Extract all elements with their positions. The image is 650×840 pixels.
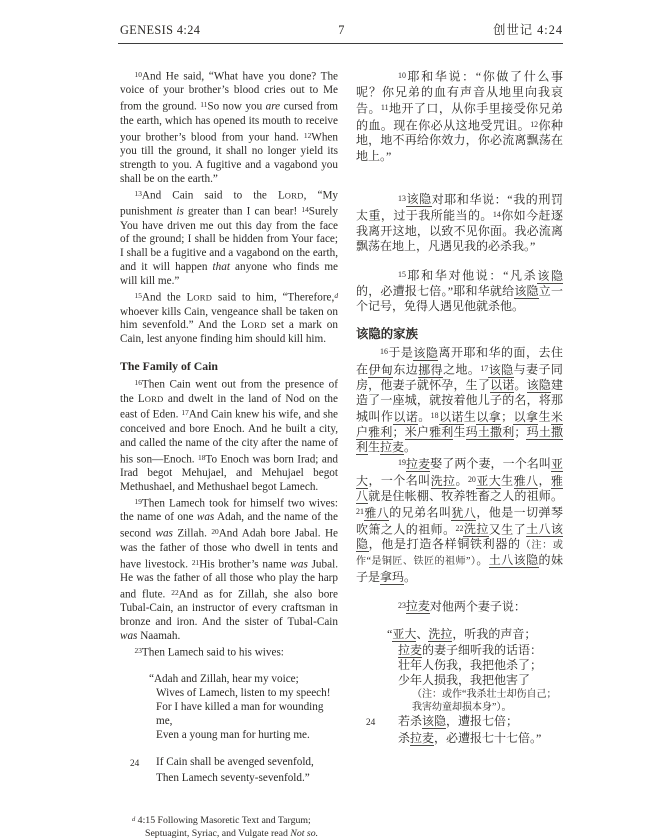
bible-paragraph: [120, 644, 338, 660]
proper-name: 土八该隐: [488, 553, 539, 568]
bible-paragraph: [120, 289, 338, 347]
divine-name: ORD: [284, 190, 304, 201]
text-run: And the L: [141, 291, 194, 304]
text-run: ，遭报七倍；: [446, 713, 519, 728]
proper-name: 该隐: [413, 346, 439, 361]
text-run: 又生了: [488, 522, 527, 537]
text-run: 对耶和华说：“我的刑罚太重，过于我所能当的。: [356, 192, 563, 224]
poetry-text: [398, 731, 563, 746]
bible-paragraph: [120, 376, 338, 495]
text-run: ；: [514, 424, 527, 439]
text-run: His brother’s name: [199, 558, 291, 570]
proper-name: 以诺: [438, 409, 464, 424]
verse-number: 12: [530, 119, 539, 129]
text-run: When you till the ground, it shall no longer yield its strength to you. A fugitive and a vagabond you shall be on the earth.”: [120, 131, 338, 185]
text-run: set a mark on Cain, lest anyone finding him should kill him.: [120, 319, 338, 346]
proper-name: 该隐: [405, 192, 432, 207]
running-head-left: GENESIS 4:24: [120, 23, 201, 37]
section-heading: 该隐的家族: [356, 327, 418, 342]
verse-number: 14: [492, 210, 501, 220]
text-run: 耶和华对他说：“凡杀: [405, 269, 538, 284]
proper-name: 该隐: [514, 284, 539, 299]
english-column: [120, 68, 338, 840]
text-run: are: [265, 100, 281, 113]
poetry-text: [156, 772, 338, 786]
bible-paragraph: [356, 455, 563, 585]
verse-number: 12: [303, 130, 312, 140]
text-run: And Adah bore Jabal. He was the father of those who dwell in tents and have livestock.: [120, 527, 338, 570]
text-run: ；: [392, 424, 405, 439]
proper-name: 玛土撒利: [356, 424, 563, 455]
text-run: greater than I can bear!: [183, 205, 302, 218]
bible-paragraph: [356, 598, 563, 615]
proper-name: 亚大: [392, 627, 417, 642]
verse-number-margin: [130, 701, 156, 729]
poetry-line: [130, 729, 338, 743]
text-run: Surely You have driven me out this day from the face of the ground; I shall be hidden from Your face; I shall be a fugitive and a vagabond on the earth, and it will happen: [120, 205, 338, 274]
verse-number: 20: [467, 474, 476, 484]
verse-number: 14: [301, 205, 309, 215]
text-run: ；: [501, 409, 514, 424]
text-run: “: [387, 627, 393, 642]
proper-name: 以诺: [490, 378, 515, 392]
poetry-line: [366, 673, 563, 688]
text-run: And as for Zillah, she also bore Tubal-Cain, an instructor of every craftsman in bronze and iron. And the sister of Tubal-Cain: [120, 588, 339, 629]
poetry-line: [130, 673, 338, 687]
text-run: Not so.: [290, 827, 319, 839]
proper-name: 米户雅利: [404, 424, 454, 439]
verse-number: 15: [398, 270, 406, 280]
proper-name: 雅八: [513, 473, 539, 488]
text-run: 之地。: [443, 362, 481, 377]
footnote-marker: d: [132, 815, 136, 823]
proper-name: 拉麦: [405, 599, 430, 614]
chinese-column: [356, 68, 563, 840]
proper-name: 米户雅利: [356, 409, 563, 439]
verse-number-margin: [130, 772, 156, 786]
verse-number: 18: [430, 411, 439, 421]
text-run: 的妻子细听我的话语：: [422, 642, 543, 657]
proper-name: 洗拉: [430, 473, 456, 488]
verse-number: 22: [171, 587, 179, 597]
page-header: [0, 20, 650, 38]
verse-number-margin: [366, 658, 398, 673]
text-run: 娶了两个妻，一个名叫: [430, 456, 551, 471]
verse-number: 15: [134, 291, 142, 301]
verse-number: 19: [398, 458, 406, 468]
text-run: 、: [416, 627, 429, 642]
text-run: 的妹子是: [356, 553, 563, 584]
text-run: was: [290, 558, 308, 570]
page-number: 7: [338, 23, 345, 37]
text-run: ，: [538, 473, 551, 488]
bible-paragraph: [120, 187, 338, 289]
proper-name: 以诺: [393, 409, 419, 424]
text-run: , “My punishment: [120, 189, 338, 218]
text-run: 你如今赶逐我离开这地，以致不见你面。我必流离飘荡在地上，凡遇见我的必杀我。”: [356, 209, 563, 254]
poetry-line: [130, 772, 338, 786]
proper-name: 伊甸: [368, 362, 394, 377]
text-run: If Cain shall be avenged sevenfold,: [156, 755, 314, 768]
text-run: that: [212, 261, 230, 274]
proper-name: 洗拉: [428, 627, 453, 642]
verse-number-margin: 24: [130, 758, 140, 769]
verse-number: 17: [181, 408, 189, 418]
text-run: To Enoch was born Irad; and Irad begot Mehujael, and Mehujael begot Methushael, and Methushael begot Lamech.: [120, 453, 339, 493]
text-run: 你种地，地不再给你效力，你必流离飘荡在地上。”: [356, 118, 563, 163]
proper-name: 洗拉: [463, 522, 489, 537]
verse-number: 17: [480, 364, 489, 374]
poetry-block: [366, 627, 563, 746]
text-run: 生: [538, 409, 551, 424]
text-run: 。: [418, 409, 431, 424]
text-run: Then Lamech took for himself two wives: the name of one: [120, 497, 338, 524]
proper-name: 以拿: [513, 409, 539, 424]
proper-name: 亚大: [475, 473, 502, 488]
bible-paragraph: [356, 344, 563, 455]
poetry-line: [366, 714, 563, 731]
verse-number: 11: [380, 102, 389, 112]
verse-number-margin: [366, 643, 398, 658]
text-run: Then Lamech said to his wives:: [141, 646, 284, 659]
text-run: 少年人损我，我把他害了: [398, 672, 531, 687]
text-run: 。: [404, 569, 417, 584]
text-run: Zillah.: [172, 527, 212, 540]
text-run: 生: [463, 409, 477, 424]
text-run: 若杀: [398, 713, 423, 728]
verse-number-margin: [130, 729, 156, 743]
verse-number-margin: [366, 688, 398, 714]
text-run: Then Cain went out from the presence of the L: [120, 378, 338, 405]
proper-name: 该隐: [488, 362, 514, 377]
verse-number: 18: [198, 452, 206, 462]
verse-number: 11: [200, 100, 208, 110]
poetry-text: [156, 687, 338, 701]
proper-name: 拉麦: [380, 440, 405, 455]
verse-number-margin: [366, 673, 398, 688]
text-run: 立一个记号，免得人遇见他就杀他。: [356, 284, 563, 314]
text-run: Even a young man for hurting me.: [156, 728, 310, 741]
poetry-line: [366, 627, 563, 642]
text-run: ，听我的声音；: [452, 627, 537, 642]
poetry-text: [398, 643, 563, 658]
text-run: 。: [455, 473, 468, 488]
text-run: 的，必遭报七倍。”耶和华就给: [356, 284, 515, 299]
text-run: was: [196, 511, 215, 524]
header-rule: [118, 43, 563, 44]
verse-number: 10: [134, 70, 142, 79]
text-run: said to him, “Therefore,: [212, 291, 335, 304]
text-run: was: [155, 527, 173, 540]
text-run: anyone who finds me will kill me.”: [120, 261, 338, 288]
text-run: Jubal. He was the father of all those who play the harp and flute.: [120, 558, 338, 601]
poetry-line: [366, 658, 563, 673]
verse-number-margin: 24: [366, 717, 376, 728]
proper-name: 拿玛: [380, 569, 405, 584]
text-run: 壮年人伤我，我把他杀了；: [398, 657, 543, 672]
text-run: ，他是一切弹琴吹箫之人的祖师。: [356, 505, 563, 537]
proper-name: 土八该隐: [356, 522, 563, 552]
verse-number: 19: [134, 496, 142, 506]
bible-paragraph: [356, 267, 563, 314]
inline-note: （注：或作“是铜匠、铁匠的祖师”）: [356, 540, 563, 568]
verse-number: 13: [398, 193, 406, 203]
proper-name: 拉麦: [405, 456, 431, 471]
text-run: 东边: [393, 362, 419, 377]
poetry-block: [130, 673, 338, 785]
text-run: 生: [501, 473, 514, 488]
text-run: ，他是打造各样铜铁利器的: [368, 537, 521, 552]
proper-name: 拉麦: [398, 642, 423, 657]
text-run: （注：或作“我杀壮士却伤自己；我害幼童却损本身”）。: [412, 688, 557, 713]
proper-name: 雅八: [363, 505, 390, 520]
verse-number-margin: [366, 731, 398, 746]
text-run: 的兄弟名叫: [389, 505, 452, 520]
poetry-line: [366, 731, 563, 746]
running-head-right: 创世记 4:24: [493, 23, 563, 37]
text-run: 建造了一座城，就按着他儿子的名，将那城叫作: [356, 378, 563, 424]
text-run: 离开耶和华的面，去住在: [356, 346, 563, 377]
text-run: 就是住帐棚、牧养牲畜之人的祖师。: [368, 488, 563, 503]
verse-number-margin: [130, 687, 156, 701]
poetry-text: [398, 714, 563, 731]
text-run: Then Lamech seventy-sevenfold.”: [156, 771, 310, 784]
text-run: And Cain said to the L: [141, 189, 285, 202]
text-run: 。: [404, 440, 417, 455]
poetry-text: [398, 673, 563, 688]
footnote-marker: d: [334, 291, 338, 301]
divine-name: ORD: [193, 292, 213, 303]
verse-number: 22: [455, 523, 464, 533]
text-run: 对他两个妻子说：: [429, 599, 526, 614]
text-run: and dwelt in the land of Nod on the east of Eden.: [120, 392, 338, 421]
proper-name: 该隐: [422, 713, 447, 728]
text-run: 地开了口，从你手里接受你兄弟的血。现在你必从这地受咒诅。: [356, 101, 563, 133]
poetry-text: [156, 701, 338, 729]
text-run: was: [120, 630, 138, 643]
text-run: 。: [514, 378, 527, 392]
verse-number: 13: [134, 188, 142, 198]
text-run: 耶和华说：“你做了什么事呢？你兄弟的血有声音从地里向我哀告。: [356, 69, 563, 116]
poetry-text: [387, 627, 563, 642]
verse-number: 16: [380, 347, 388, 357]
poetry-text: [398, 658, 563, 673]
text-run: whoever kills Cain, vengeance shall be taken on him sevenfold.” And the L: [120, 305, 338, 332]
text-run: 与妻子同房，他妻子就怀孕，生了: [356, 362, 563, 392]
proper-name: 以拿: [476, 409, 502, 424]
bible-paragraph: [356, 191, 563, 255]
proper-name: 犹八: [451, 505, 477, 520]
proper-name: 亚大: [356, 456, 563, 488]
poetry-text: [156, 756, 338, 772]
text-run: 4:15 Following Masoretic Text and Targum; Septuagint, Syriac, and Vulgate read: [135, 814, 311, 839]
text-run: So now you: [207, 100, 266, 113]
poetry-line: [130, 756, 338, 772]
verse-number: 21: [191, 557, 200, 567]
verse-number: 21: [356, 506, 364, 516]
proper-name: 该隐: [537, 269, 563, 284]
verse-number: 23: [134, 645, 142, 655]
text-run: Wives of Lamech, listen to my speech!: [156, 687, 331, 700]
text-run: ，必遭报七十七倍。”: [434, 730, 542, 745]
bible-paragraph: [120, 495, 338, 644]
proper-name: 该隐: [526, 378, 551, 392]
divine-name: ORD: [247, 320, 267, 331]
text-run: 生: [368, 440, 381, 455]
text-run: 。: [476, 553, 489, 568]
section-heading: The Family of Cain: [120, 359, 218, 374]
verse-number: 16: [134, 378, 142, 388]
text-run: “Adah and Zillah, hear my voice;: [149, 673, 299, 686]
poetry-text: [156, 729, 338, 743]
two-column-text: [0, 68, 650, 840]
text-run: And He said, “What have you done? The voice of your brother’s blood cries out to Me from the ground.: [120, 70, 338, 113]
poetry-text: [149, 673, 338, 687]
bible-paragraph: [120, 68, 338, 187]
proper-name: 雅八: [356, 473, 563, 503]
text-run: And Cain knew his wife, and she conceived and bore Enoch. And he built a city, and called the name of the city after the name of his son—Enoch.: [120, 408, 338, 466]
poetry-line: [130, 687, 338, 701]
divine-name: ORD: [144, 393, 164, 404]
footnote: [132, 814, 338, 840]
proper-name: 拉麦: [410, 730, 435, 745]
verse-number: 20: [211, 527, 219, 537]
verse-number: 23: [398, 600, 406, 610]
text-run: Adah, and the name of the second: [120, 511, 338, 540]
text-run: ，一个名叫: [368, 473, 431, 488]
bible-paragraph: [356, 68, 563, 164]
proper-name: 玛土撒利: [465, 424, 515, 439]
text-run: For I have killed a man for wounding me,: [156, 701, 324, 728]
poetry-line: [366, 643, 563, 658]
poetry-line: [130, 701, 338, 729]
poetry-text: [398, 688, 563, 714]
poetry-line: [366, 688, 563, 714]
text-run: 生: [453, 424, 466, 439]
text-run: cursed from the earth, which has opened its mouth to receive your brother’s blood from your hand.: [120, 100, 338, 144]
verse-number: 10: [398, 71, 406, 80]
text-run: Naamah.: [137, 630, 181, 643]
text-run: is: [176, 205, 184, 218]
text-run: 于是: [387, 346, 414, 361]
proper-name: 挪得: [418, 362, 444, 377]
text-run: 杀: [398, 730, 411, 745]
